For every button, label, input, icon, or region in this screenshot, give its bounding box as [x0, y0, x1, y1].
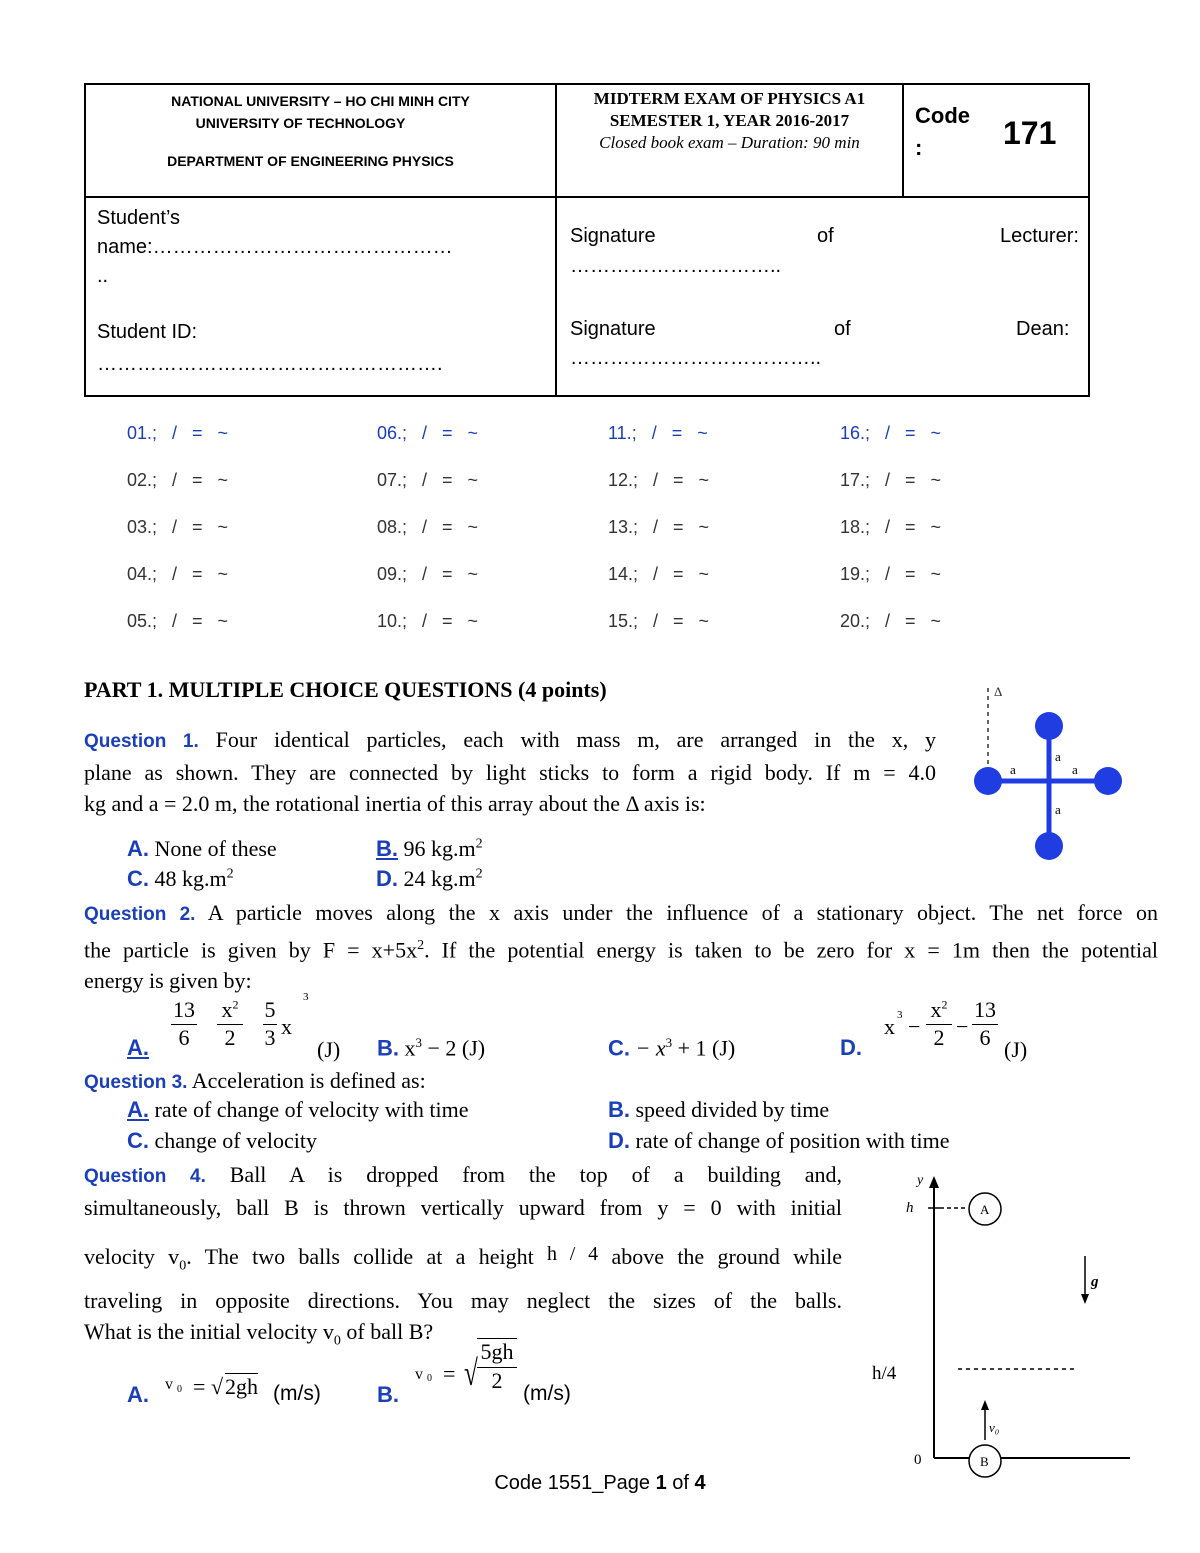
answer-number: 03.	[127, 517, 153, 537]
answer-marks: ; / = ~	[402, 564, 479, 584]
answer-marks: ; / = ~	[402, 517, 479, 537]
gravity-label: g	[1091, 1274, 1099, 1290]
option-letter: A.	[127, 1382, 149, 1407]
axis-label: Δ	[994, 684, 1003, 699]
radicand-den: 2	[477, 1367, 517, 1394]
answer-marks: ; / = ~	[152, 611, 229, 631]
q1-line1: Four identical particles, each with mass m, are arranged in the x, y	[215, 727, 937, 752]
page-total: 4	[694, 1472, 706, 1494]
q4-line4: traveling in opposite directions. You may neglect the sizes of the balls.	[84, 1288, 842, 1314]
answer-number: 02.	[127, 470, 153, 490]
frac-num: x	[221, 997, 233, 1022]
q2-option-c[interactable]	[608, 1035, 735, 1061]
answer-cell[interactable]	[127, 611, 228, 632]
answer-number: 01.	[127, 423, 153, 443]
subscript: 0	[333, 1333, 341, 1349]
option-letter: B.	[377, 1035, 399, 1061]
answer-cell[interactable]	[377, 470, 478, 491]
option-text: 48 kg.m	[154, 866, 227, 891]
minus: −	[956, 1014, 969, 1039]
option-letter: A.	[127, 836, 149, 861]
minus: −	[908, 1014, 921, 1039]
equals: =	[443, 1361, 456, 1386]
answer-marks: ; / = ~	[152, 470, 229, 490]
answer-marks: ; / = ~	[865, 611, 942, 631]
answer-number: 12.	[608, 470, 634, 490]
option-letter: D.	[840, 1035, 862, 1060]
subscript: 0	[179, 1258, 187, 1274]
frac-num: x	[930, 997, 942, 1022]
subscript: 0	[177, 1384, 182, 1395]
q1-particle-figure	[960, 680, 1140, 865]
superscript: 3	[415, 1035, 422, 1050]
exam-note: Closed book exam – Duration: 90 min	[599, 133, 860, 152]
particle-left	[974, 767, 1002, 795]
q1-option-c[interactable]	[127, 866, 234, 892]
answer-number: 08.	[377, 517, 403, 537]
code-colon: :	[915, 135, 923, 160]
answer-number: 15.	[608, 611, 634, 631]
exam-header-table	[84, 83, 1090, 397]
unit: (J)	[317, 1037, 341, 1062]
axis-y-label: y	[917, 1173, 924, 1188]
sig-dean-word1: Signature	[570, 318, 656, 340]
particle-right	[1094, 767, 1122, 795]
frac-den: 6	[972, 1024, 998, 1051]
height-label: h	[906, 1200, 914, 1216]
answer-number: 14.	[608, 564, 634, 584]
unit: (m/s)	[523, 1382, 571, 1405]
frac-num: 5	[264, 997, 276, 1022]
answer-cell[interactable]	[377, 423, 478, 444]
q1-option-b[interactable]	[376, 836, 483, 862]
answer-marks: ; / = ~	[152, 517, 229, 537]
q1-line2: plane as shown. They are connected by light sticks to form a rigid body. If m = 4.0	[84, 760, 936, 785]
q4-line3d: above the ground while	[611, 1244, 843, 1269]
sig-lecturer-word2: of	[817, 225, 834, 247]
option-text: None of these	[154, 836, 277, 861]
superscript: 2	[417, 938, 425, 953]
answer-number: 20.	[840, 611, 866, 631]
answer-marks: ; / = ~	[633, 470, 710, 490]
unit: (J)	[1004, 1037, 1028, 1062]
subscript: 0	[427, 1373, 432, 1384]
superscript: 2	[941, 997, 948, 1012]
question-1	[84, 724, 936, 819]
answer-marks: ; / = ~	[402, 470, 479, 490]
sig-dean-field[interactable]: ………………………………..	[570, 347, 822, 369]
answer-cell[interactable]	[377, 611, 478, 632]
q4-line3b: . The two balls collide at a height	[186, 1244, 534, 1269]
answer-number: 18.	[840, 517, 866, 537]
expr-rest: − 2 (J)	[422, 1035, 486, 1061]
question-3	[84, 1065, 426, 1098]
q4-option-b[interactable]: B. v 0 = √ $\frac{5gh}{2}$ (m/s)	[377, 1339, 571, 1407]
expr-rest: + 1 (J)	[672, 1035, 736, 1061]
expr: x	[404, 1035, 416, 1061]
particle-bottom	[1035, 832, 1063, 860]
footer-text-a: Code 1551_Page	[494, 1472, 656, 1494]
frac-den: 6	[171, 1024, 197, 1051]
option-letter: A.	[127, 1097, 149, 1122]
superscript: 2	[475, 836, 483, 852]
option-letter: B.	[377, 1382, 399, 1407]
q3-label: Question 3.	[84, 1072, 188, 1093]
answer-marks: ; / = ~	[633, 611, 710, 631]
footer-text-b: of	[666, 1472, 695, 1494]
answer-cell[interactable]	[608, 470, 709, 491]
q3-option-d[interactable]	[608, 1128, 950, 1154]
q2-line2b: . If the potential energy is taken to be zero for x = 1m then the potential	[424, 937, 1159, 963]
q4-line3a: velocity v	[84, 1244, 180, 1269]
answer-cell[interactable]	[608, 517, 709, 538]
frac-num: 13	[173, 997, 195, 1022]
q4-line2: simultaneously, ball B is thrown vertically upward from y = 0 with initial	[84, 1195, 842, 1220]
zero-label: 0	[914, 1452, 922, 1468]
answer-marks: ; / = ~	[152, 423, 229, 443]
frac-den: 3	[264, 1025, 276, 1050]
q1-option-d[interactable]	[376, 866, 483, 892]
exam-title: MIDTERM EXAM OF PHYSICS A1	[593, 89, 866, 108]
answer-number: 19.	[840, 564, 866, 584]
option-letter: C.	[608, 1035, 630, 1061]
answer-cell[interactable]	[840, 470, 941, 491]
dim-a-left: a	[1010, 762, 1016, 777]
answer-cell[interactable]	[840, 564, 941, 585]
q2-option-b[interactable]	[377, 1035, 485, 1061]
q1-option-a[interactable]	[127, 836, 277, 862]
q1-label: Question 1.	[84, 731, 199, 752]
q4-line1: Ball A is dropped from the top of a building and,	[229, 1162, 842, 1187]
answer-marks: ; / = ~	[865, 517, 942, 537]
option-text: speed divided by time	[635, 1097, 830, 1122]
q4-height: h / 4	[547, 1243, 599, 1265]
answer-number: 11.	[608, 423, 632, 443]
answer-marks: ; / = ~	[865, 564, 942, 584]
option-letter: A.	[127, 1035, 149, 1060]
answer-marks: ; / = ~	[631, 423, 708, 443]
answer-marks: ; / = ~	[633, 517, 710, 537]
answer-marks: ; / = ~	[402, 611, 479, 631]
answer-marks: ; / = ~	[865, 423, 942, 443]
lhs: v	[165, 1376, 173, 1393]
q2-line1: A particle moves along the x axis under the influence of a stationary object. The net force on	[207, 900, 1158, 925]
dim-a-top: a	[1055, 749, 1061, 764]
superscript: 2	[232, 997, 239, 1012]
semester: SEMESTER 1, YEAR 2016-2017	[609, 111, 850, 130]
option-text: change of velocity	[154, 1128, 317, 1153]
q2-label: Question 2.	[84, 904, 196, 925]
lhs: v	[415, 1366, 423, 1383]
answer-cell[interactable]	[127, 470, 228, 491]
answer-number: 07.	[377, 470, 403, 490]
equals: =	[193, 1374, 206, 1399]
v0-label: v₀	[989, 1420, 1000, 1435]
question-2	[84, 897, 1158, 996]
answer-marks: ; / = ~	[865, 470, 942, 490]
option-letter: B.	[376, 836, 398, 861]
q2-line3: energy is given by:	[84, 968, 252, 994]
q2-line2a: the particle is given by F = x+5x	[84, 937, 418, 963]
q3-option-c[interactable]	[127, 1128, 317, 1154]
h4-label: h/4	[872, 1363, 897, 1384]
frac-den: 2	[217, 1024, 243, 1051]
option-text: rate of change of velocity with time	[154, 1097, 469, 1122]
dim-a-right: a	[1072, 762, 1078, 777]
student-id-label: Student ID:	[97, 321, 198, 343]
answer-marks: ; / = ~	[152, 564, 229, 584]
sig-dean-word3: Dean:	[1016, 318, 1070, 340]
sig-dean-word2: of	[834, 318, 851, 340]
answer-cell[interactable]	[608, 423, 708, 444]
q4-label: Question 4.	[84, 1166, 206, 1187]
frac-den: 2	[926, 1024, 952, 1051]
radicand: 2gh	[225, 1374, 258, 1399]
answer-number: 13.	[608, 517, 634, 537]
q4-option-a[interactable]: A. v 0 = √ 2gh (m/s)	[127, 1374, 321, 1407]
answer-cell[interactable]	[840, 517, 941, 538]
q3-option-a[interactable]	[127, 1097, 469, 1123]
option-text: 24 kg.m	[403, 866, 476, 891]
answer-number: 16.	[840, 423, 866, 443]
q3-text: Acceleration is defined as:	[191, 1068, 426, 1093]
ball-a-label: A	[980, 1202, 990, 1217]
ball-b-label: B	[980, 1454, 989, 1469]
answer-marks: ; / = ~	[402, 423, 479, 443]
q2-option-a[interactable]	[127, 991, 357, 1067]
option-text: 96 kg.m	[403, 836, 476, 861]
option-letter: B.	[608, 1097, 630, 1122]
sig-lecturer-word3: Lecturer:	[1000, 225, 1079, 247]
answer-number: 05.	[127, 611, 153, 631]
answer-cell[interactable]	[840, 423, 941, 444]
student-name-label: Student’s	[97, 207, 181, 229]
exam-code: 171	[1003, 115, 1057, 151]
q4-ball-figure	[862, 1170, 1137, 1480]
answer-number: 10.	[377, 611, 403, 631]
page-footer	[0, 1472, 1200, 1495]
q3-option-b[interactable]	[608, 1097, 829, 1123]
frac-num: 13	[974, 997, 996, 1022]
student-name-field-cont: ..	[97, 265, 109, 287]
answer-number: 06.	[377, 423, 403, 443]
answer-cell[interactable]	[127, 423, 228, 444]
var-x: x	[884, 1014, 895, 1039]
part1-title: PART 1. MULTIPLE CHOICE QUESTIONS (4 points)	[84, 677, 607, 702]
answer-number: 04.	[127, 564, 153, 584]
radicand-num: 5gh	[480, 1339, 514, 1364]
school-name: UNIVERSITY OF TECHNOLOGY	[195, 115, 406, 131]
superscript: 2	[226, 866, 234, 882]
q4-line5a: What is the initial velocity v	[84, 1319, 334, 1345]
question-4	[84, 1159, 842, 1357]
superscript: 3	[665, 1035, 673, 1050]
unit: (m/s)	[273, 1382, 321, 1405]
var-x: x	[281, 1014, 292, 1039]
dim-a-bottom: a	[1055, 802, 1061, 817]
student-name-field[interactable]: name:………………………………………	[97, 236, 453, 258]
superscript: 3	[303, 991, 309, 1003]
university-name: NATIONAL UNIVERSITY – HO CHI MINH CITY	[171, 93, 470, 109]
sig-lecturer-word1: Signature	[570, 225, 656, 247]
q1-line3: kg and a = 2.0 m, the rotational inertia of this array about the Δ axis is:	[84, 791, 706, 816]
particle-top	[1035, 712, 1063, 740]
q4-line5b: of ball B?	[340, 1319, 434, 1345]
student-id-field[interactable]: …………………………………………….	[97, 353, 443, 375]
answer-cell[interactable]	[127, 517, 228, 538]
q2-option-d[interactable]	[840, 997, 1040, 1067]
option-letter: C.	[127, 1128, 149, 1153]
option-text: rate of change of position with time	[635, 1128, 950, 1153]
superscript: 2	[475, 866, 483, 882]
page-number: 1	[655, 1472, 667, 1494]
answer-number: 09.	[377, 564, 403, 584]
answer-cell[interactable]	[377, 564, 478, 585]
answer-marks: ; / = ~	[633, 564, 710, 584]
answer-cell[interactable]	[608, 564, 709, 585]
expr: − x	[635, 1035, 666, 1061]
answer-number: 17.	[840, 470, 866, 490]
sig-lecturer-field[interactable]: …………………………..	[570, 255, 782, 277]
answer-cell[interactable]	[377, 517, 478, 538]
superscript: 3	[897, 1009, 903, 1021]
answer-cell[interactable]	[840, 611, 941, 632]
option-letter: C.	[127, 866, 149, 891]
answer-cell[interactable]	[608, 611, 709, 632]
option-letter: D.	[608, 1128, 630, 1153]
option-letter: D.	[376, 866, 398, 891]
answer-cell[interactable]	[127, 564, 228, 585]
code-label: Code	[915, 103, 970, 128]
department-name: DEPARTMENT OF ENGINEERING PHYSICS	[167, 153, 454, 169]
